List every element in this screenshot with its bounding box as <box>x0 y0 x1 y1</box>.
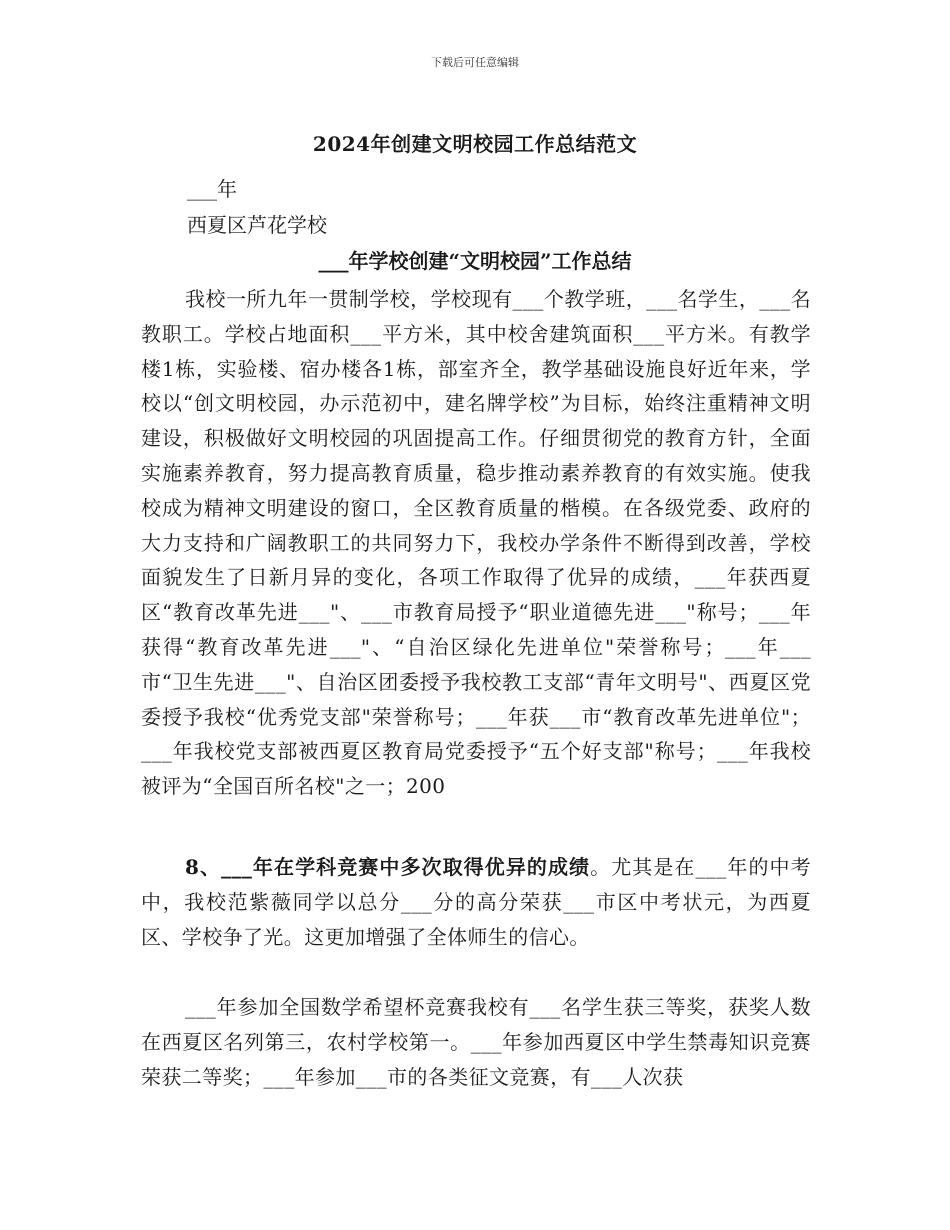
paragraph-intro: 我校一所九年一贯制学校，学校现有___个教学班，___名学生，___名教职工。学校占地面积___平方米，其中校舍建筑面积___平方米。有教学楼1栋，实验楼、宿办楼各1栋，部室齐全，教学基础设施良好近年来，学校以“创文明校园，办示范初中，建名牌学校”为目标，始终注重精神文明建设，积极做好文明校园的巩固提高工作。仔细贯彻党的教育方针，全面实施素养教育，努力提高教育质量，稳步推动素养教育的有效实施。使我校成为精神文明建设的窗口，全区教育质量的楷模。在各级党委、政府的大力支持和广阔教职工的共同努力下，我校办学条件不断得到改善，学校面貌发生了日新月异的变化，各项工作取得了优异的成绩，___年获西夏区“教育改革先进___"、___市教育局授予“职业道德先进___"称号；___年获得“教育改革先进___"、“自治区绿化先进单位"荣誉称号；___年___市“卫生先进___"、自治区团委授予我校教工支部“青年文明号"、西夏区党委授予我校“优秀党支部"荣誉称号；___年获___市“教育改革先进单位"；___年我校党支部被西夏区教育局党委授予“五个好支部"称号；___年我校被评为“全国百所名校"之一；200 <box>141 287 811 799</box>
paragraph-competitions <box>141 850 811 954</box>
document-title: 2024年创建文明校园工作总结范文 <box>312 132 638 156</box>
paragraph-competitions-lead: 8、___年在学科竞赛中多次取得优异的成绩 <box>185 855 591 879</box>
page-header-note: 下载后可任意编辑 <box>431 56 519 69</box>
paragraph-competitions-body: 。尤其是在___年的中考中，我校范紫薇同学以总分___分的高分荣获___市区中考状元，为西夏区、学校争了光。这更加增强了全体师生的信心。 <box>141 855 811 949</box>
school-name: 西夏区芦花学校 <box>187 213 327 237</box>
section-subtitle: ___年学校创建“文明校园”工作总结 <box>318 249 632 273</box>
paragraph-awards: ___年参加全国数学希望杯竞赛我校有___名学生获三等奖，获奖人数在西夏区名列第三，农村学校第一。___年参加西夏区中学生禁毒知识竞赛荣获二等奖；___年参加___市的各类征文竞赛，有___人次获 <box>141 995 811 1089</box>
year-line: ___年 <box>187 177 237 201</box>
